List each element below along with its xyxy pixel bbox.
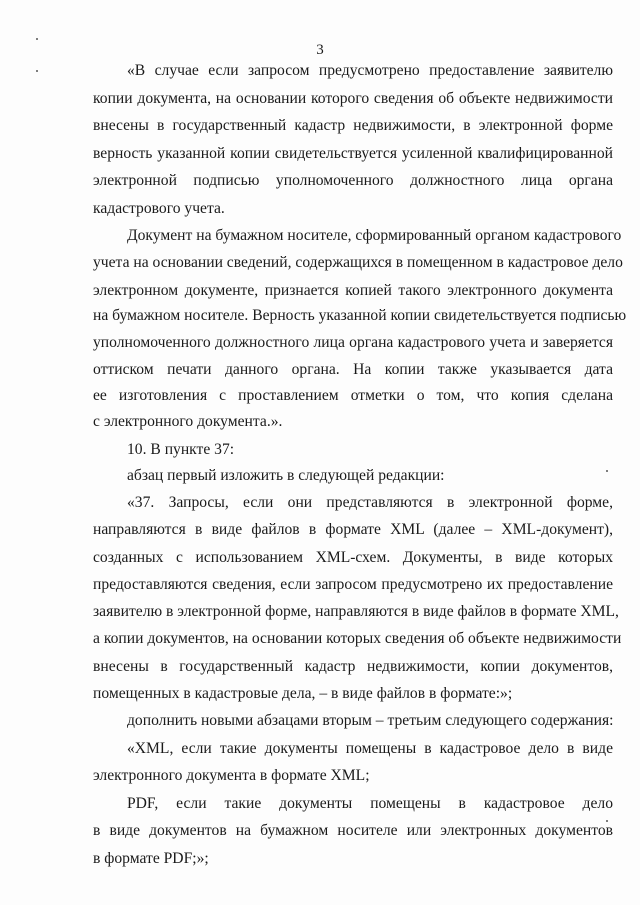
text-line: созданных с использованием XML-схем. Документы, в виде которых [93, 549, 613, 566]
text-line: кадастрового учета. [93, 200, 225, 217]
text-line: уполномоченного должностного лица органа кадастрового учета и заверяется [93, 334, 613, 351]
scan-speck [606, 470, 608, 472]
text-line: оттиском печати данного органа. На копии также указывается дата [93, 361, 613, 378]
text-line: электронного документа в формате XML; [93, 767, 370, 784]
text-line: верность указанной копии свидетельствуется усиленной квалифицированной [93, 145, 613, 162]
scan-speck [36, 38, 38, 40]
text-line: помещенных в кадастровые дела, – в виде файлов в формате:»; [93, 685, 513, 702]
text-line: Документ на бумажном носителе, сформированный органом кадастрового [127, 227, 622, 244]
text-line: PDF, если такие документы помещены в кадастровое дело [127, 795, 613, 812]
text-line: а копии документов, на основании которых сведения об объекте недвижимости [93, 630, 622, 647]
text-line: 10. В пункте 37: [127, 441, 235, 458]
scan-speck [606, 820, 608, 822]
text-line: в формате PDF;»; [93, 850, 209, 867]
text-line: копии документа, на основании которого сведения об объекте недвижимости [93, 90, 613, 107]
page-number: 3 [316, 42, 324, 58]
text-line: «37. Запросы, если они представляются в электронной форме, [127, 494, 613, 511]
text-line: заявителю в электронной форме, направляются в виде файлов в формате XML, [93, 603, 619, 620]
text-line: внесены в государственный кадастр недвижимости, копии документов, [93, 658, 613, 675]
text-line: электронной подписью уполномоченного должностного лица органа [93, 172, 613, 189]
text-line: «В случае если запросом предусмотрено предоставление заявителю [127, 62, 613, 79]
text-line: «XML, если такие документы помещены в кадастровое дело в виде [127, 740, 613, 757]
text-line: дополнить новыми абзацами вторым – третьим следующего содержания: [127, 712, 614, 729]
text-line: внесены в государственный кадастр недвижимости, в электронной форме [93, 117, 613, 134]
text-line: предоставляются сведения, если запросом предусмотрено их предоставление [93, 576, 613, 593]
text-line: абзац первый изложить в следующей редакции: [127, 467, 445, 484]
text-line: в виде документов на бумажном носителе или электронных документов [93, 822, 613, 839]
text-line: на бумажном носителе. Верность указанной копии свидетельствуется подписью [93, 307, 627, 324]
text-line: ее изготовления с проставлением отметки о том, что копия сделана [93, 387, 613, 404]
text-line: с электронного документа.». [93, 413, 283, 430]
text-line: направляются в виде файлов в формате XML (далее – XML-документ), [93, 521, 613, 538]
text-line: учета на основании сведений, содержащихся в помещенном в кадастровое дело [93, 254, 623, 271]
scan-speck [36, 70, 38, 72]
text-line: электронном документе, признается копией такого электронного документа [93, 282, 613, 299]
